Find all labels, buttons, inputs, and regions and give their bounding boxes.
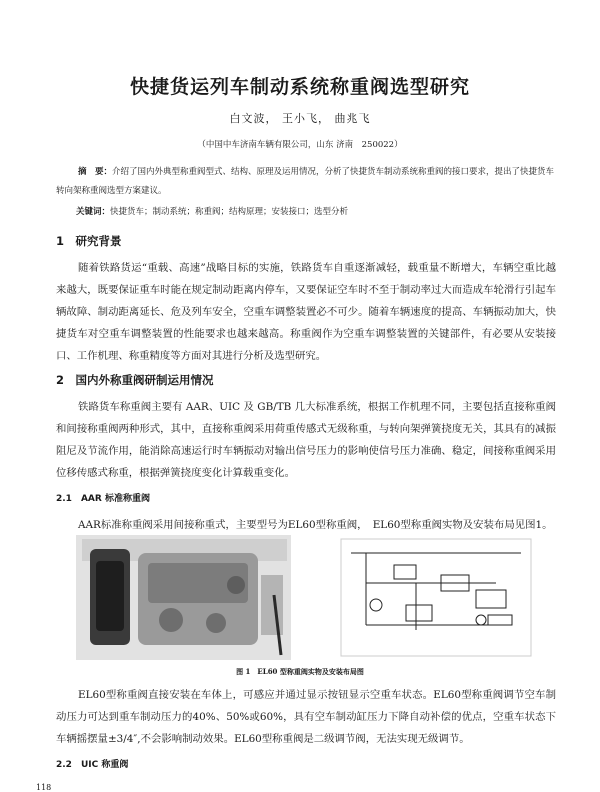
subsection-heading-2-1: 2.1 AAR 标准称重阀	[56, 494, 150, 504]
section-1-paragraph: 随着铁路货运“重载、高速”战略目标的实施，铁路货车自重逐渐减轻，载重量不断增大，车辆空重比越来越大，既要保证重车时能在规定制动距离内停车，又要保证空车时不至于制动率过大而造成车轮滑行引起车辆故障、制动距离延长、危及列车安全，空重车调整装置必不可少。随着车辆速度的提高、车辆振动加大，快捷货车对空重车调整装置的性能要求也越来越高。称重阀作为空重车调整装置的关键部件，有必要从安装接口、工作机理、称重精度等方面对其进行分析及选型研究。	[56, 262, 556, 362]
subsection-2-1-after-figure: EL60型称重阀直接安装在车体上，可感应并通过显示按钮显示空重车状态。EL60型称重阀调节空车制动压力可达到重车制动压力的40%、50%或60%，具有空车制动缸压力下降自动补偿的优点，空重车状态下车辆摇摆量±3/4″,不会影响制动效果。EL60型称重阀是二级调节阀，无法实现无级调节。	[56, 689, 556, 745]
layout-schematic	[341, 539, 531, 656]
valve-photo	[76, 535, 291, 660]
abstract	[56, 163, 556, 201]
figure-1	[76, 535, 536, 660]
paper-affiliation: （中国中车济南车辆有限公司，山东 济南 250022）	[197, 140, 403, 150]
figure-1-graphic	[76, 535, 536, 660]
page-number: 118	[36, 783, 52, 792]
paper-title: 快捷货运列车制动系统称重阀选型研究	[129, 76, 470, 98]
figure-1-caption: 图 1 EL60 型称重阀实物及安装布局图	[236, 667, 364, 676]
section-heading-1: 1 研究背景	[56, 234, 122, 248]
keywords-text: 快捷货车；制动系统；称重阀；结构原理；安装接口；选型分析	[110, 207, 349, 217]
abstract-label: 摘 要：	[78, 167, 113, 177]
keywords-label: 关键词：	[76, 207, 111, 217]
paper-authors: 白文波， 王小飞， 曲兆飞	[229, 112, 371, 125]
section-2-paragraph: 铁路货车称重阀主要有 AAR、UIC 及 GB/TB 几大标准系统，根据工作机理不同，主要包括直接称重阀和间接称重阀两种形式，其中，直接称重阀采用荷重传感式无级称重，与转向架弹簧挠度无关，其具有的减振阻尼及节流作用，能消除高速运行时车辆振动对输出信号压力的影响使信号压力准确、稳定，间接称重阀采用位移传感式称重，根据弹簧挠度变化计算载重变化。	[56, 401, 556, 479]
subsection-heading-2-2: 2.2 UIC 称重阀	[56, 760, 129, 770]
subsection-2-1-intro: AAR标准称重阀采用间接称重式，主要型号为EL60型称重阀， EL60型称重阀实物及安装布局见图1。	[78, 519, 553, 531]
section-heading-2: 2 国内外称重阀研制运用情况	[56, 373, 214, 387]
abstract-text: 介绍了国内外典型称重阀型式、结构、原理及运用情况，分析了快捷货车制动系统称重阀的接口要求，提出了快捷货车转向架称重阀选型方案建议。	[56, 167, 555, 196]
keywords	[76, 203, 556, 222]
